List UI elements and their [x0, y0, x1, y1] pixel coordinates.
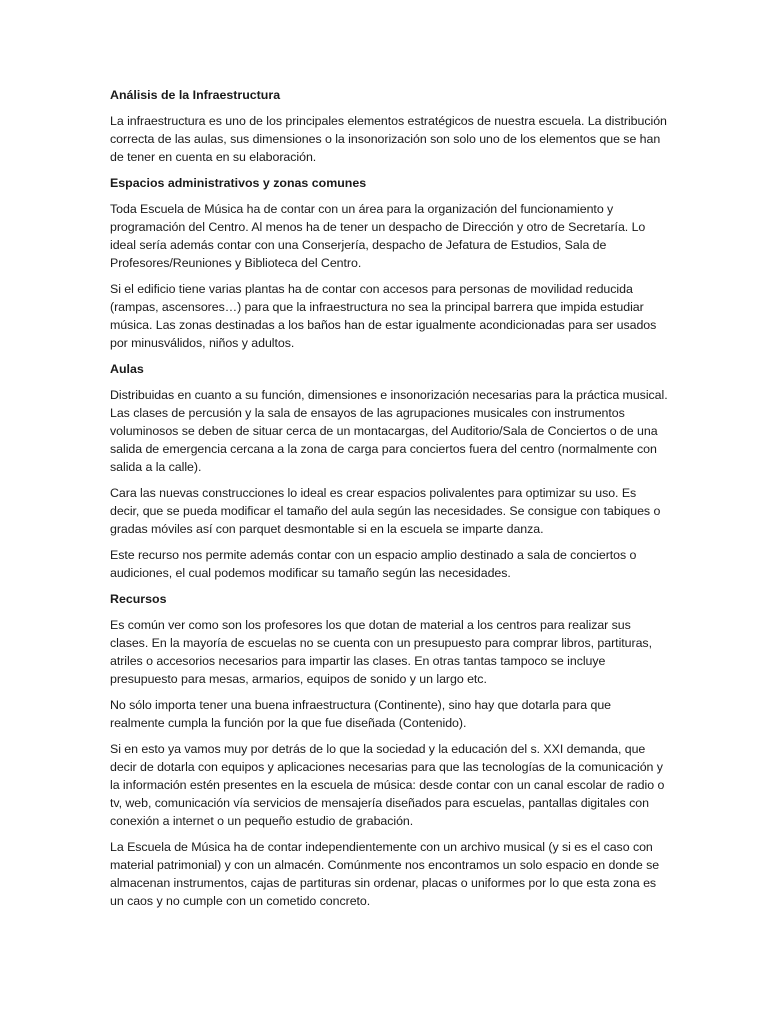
section-heading-recursos: Recursos [110, 592, 167, 606]
paragraph: Distribuidas en cuanto a su función, dimensiones e insonorización necesarias para la práctica musical. Las clases de percusión y la sala de ensayos de las agrupaciones musicales con instrumentos voluminosos se deben de situar cerca de un montacargas, del Auditorio/Sala de Conciertos o de una salida de emergencia cercana a la zona de carga para conciertos fuera del centro (normalmente con salida a la calle). [110, 388, 668, 474]
paragraph: Este recurso nos permite además contar con un espacio amplio destinado a sala de conciertos o audiciones, el cual podemos modificar su tamaño según las necesidades. [110, 548, 637, 580]
intro-paragraph: La infraestructura es uno de los principales elementos estratégicos de nuestra escuela. La distribución correcta de las aulas, sus dimensiones o la insonorización son solo uno de los elementos que se han de tener en cuenta en su elaboración. [110, 114, 667, 164]
paragraph: Cara las nuevas construcciones lo ideal es crear espacios polivalentes para optimizar su uso. Es decir, que se pueda modificar el tamaño del aula según las necesidades. Se consigue con tabiques o gradas móviles así con parquet desmontable si en la escuela se imparte danza. [110, 486, 661, 536]
paragraph: Toda Escuela de Música ha de contar con un área para la organización del funcionamiento y programación del Centro. Al menos ha de tener un despacho de Dirección y otro de Secretaría. Lo ideal sería además contar con una Conserjería, despacho de Jefatura de Estudios, Sala de Profesores/Reuniones y Biblioteca del Centro. [110, 202, 646, 270]
document-title: Análisis de la Infraestructura [110, 88, 281, 102]
section-heading-espacios: Espacios administrativos y zonas comunes [110, 176, 367, 190]
paragraph: No sólo importa tener una buena infraestructura (Continente), sino hay que dotarla para que realmente cumpla la función por la que fue diseñada (Contenido). [110, 698, 612, 730]
section-heading-aulas: Aulas [110, 362, 144, 376]
paragraph: Es común ver como son los profesores los que dotan de material a los centros para realizar sus clases. En la mayoría de escuelas no se cuenta con un presupuesto para comprar libros, partituras, atriles o accesorios necesarios para impartir las clases. En otras tantas tampoco se incluye presupuesto para mesas, armarios, equipos de sonido y un largo etc. [110, 618, 652, 686]
paragraph: Si el edificio tiene varias plantas ha de contar con accesos para personas de movilidad reducida (rampas, ascensores…) para que la infraestructura no sea la principal barrera que impida estudiar música. Las zonas destinadas a los baños han de estar igualmente acondicionadas para ser usados por minusválidos, niños y adultos. [110, 282, 657, 350]
paragraph: La Escuela de Música ha de contar independientemente con un archivo musical (y si es el caso con material patrimonial) y con un almacén. Comúnmente nos encontramos un solo espacio en donde se almacenan instrumentos, cajas de partituras sin ordenar, placas o uniformes por lo que esta zona es un caos y no cumple con un cometido concreto. [110, 840, 660, 908]
paragraph: Si en esto ya vamos muy por detrás de lo que la sociedad y la educación del s. XXI demanda, que decir de dotarla con equipos y aplicaciones necesarias para que las tecnologías de la comunicación y la información estén presentes en la escuela de música: desde contar con un canal escolar de radio o tv, web, comunicación vía servicios de mensajería diseñados para escuelas, pantallas digitales con conexión a internet o un pequeño estudio de grabación. [110, 742, 665, 828]
